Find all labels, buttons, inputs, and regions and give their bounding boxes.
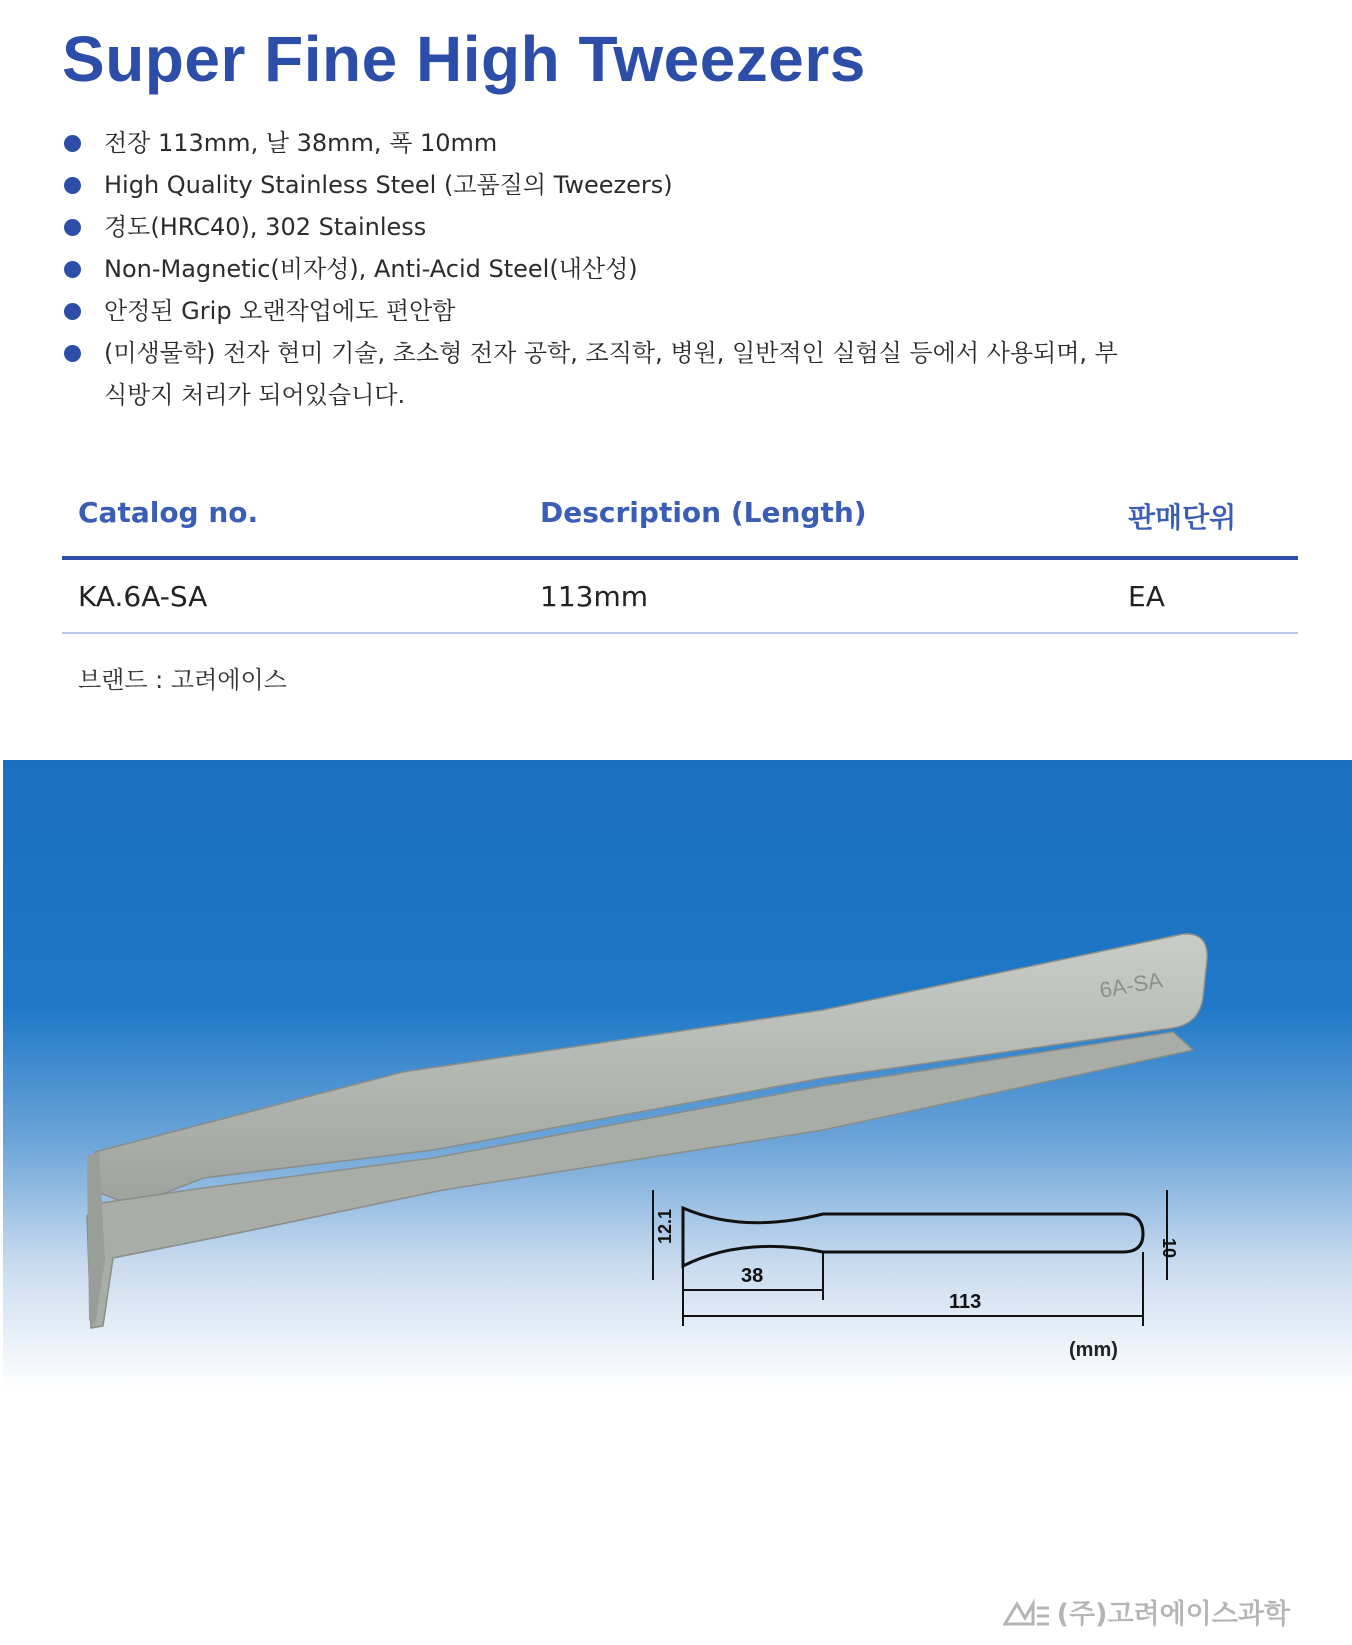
dimension-tip-width: 12.1 [655, 1208, 675, 1244]
table-header-row [62, 482, 1298, 560]
feature-list [64, 122, 1134, 416]
bullet-icon [64, 177, 81, 194]
feature-item [64, 122, 1134, 164]
feature-item [64, 248, 1134, 290]
bullet-icon [64, 303, 81, 320]
dimension-blade-length: 38 [741, 1265, 764, 1287]
tweezers-illustration [3, 760, 1352, 1460]
feature-text: 경도(HRC40), 302 Stainless [104, 213, 427, 241]
feature-item [64, 290, 1134, 332]
company-name: (주)고려에이스과학 [1056, 1599, 1290, 1630]
dimension-total-length: 113 [949, 1291, 982, 1313]
header-description: Description (Length) [540, 496, 867, 529]
page-title: Super Fine High Tweezers [62, 23, 866, 95]
header-sales-unit: 판매단위 [1128, 501, 1237, 534]
product-image [3, 760, 1352, 1460]
feature-text: (미생물학) 전자 현미 기술, 초소형 전자 공학, 조직학, 병원, 일반적인 실험실 등에서 사용되며, 부식방지 처리가 되어있습니다. [104, 339, 1118, 409]
cell-description: 113mm [540, 580, 648, 613]
dimension-drawing [653, 1190, 1167, 1326]
dimension-unit: (mm) [1069, 1339, 1118, 1361]
cell-sales-unit: EA [1128, 580, 1165, 613]
feature-item [64, 206, 1134, 248]
bullet-icon [64, 135, 81, 152]
feature-text: High Quality Stainless Steel (고품질의 Tweezers) [104, 171, 673, 199]
header-catalog-no: Catalog no. [78, 496, 259, 529]
feature-text: 안정된 Grip 오랜작업에도 편안함 [104, 297, 456, 325]
company-logo-icon [1003, 1598, 1051, 1626]
cell-catalog-no: KA.6A-SA [78, 580, 208, 613]
feature-text: Non-Magnetic(비자성), Anti-Acid Steel(내산성) [104, 255, 638, 283]
bullet-icon [64, 219, 81, 236]
feature-text: 전장 113mm, 날 38mm, 폭 10mm [104, 129, 498, 157]
dimension-width: 10 [1159, 1238, 1179, 1259]
tweezers-engraving: 6A-SA [1097, 967, 1165, 1003]
spec-table [62, 482, 1298, 634]
table-row [62, 560, 1298, 634]
bullet-icon [64, 261, 81, 278]
feature-item [64, 164, 1134, 206]
brand-label: 브랜드 : 고려에이스 [78, 666, 287, 694]
bullet-icon [64, 345, 81, 362]
company-logo [1003, 1592, 1290, 1631]
feature-item [64, 332, 1134, 416]
